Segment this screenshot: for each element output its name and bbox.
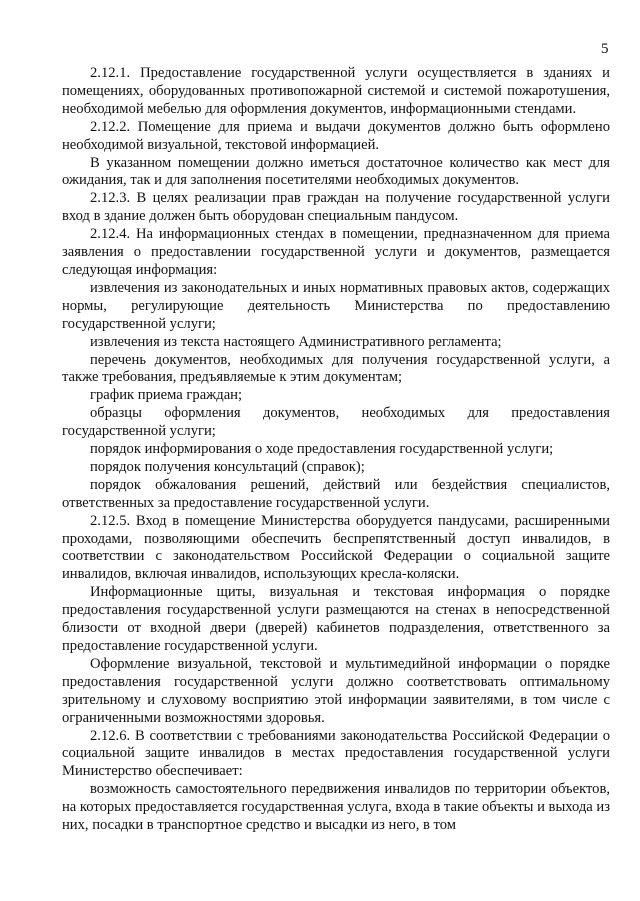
paragraph-2-12-5: 2.12.5. Вход в помещение Министерства оборудуется пандусами, расширенными проходами, позволяющими обеспечить беспрепятственный доступ инвалидов, в соответствии с законодательством Российской Федерации о социальной защите инвалидов, включая инвалидов, использующих кресла-коляски.	[62, 512, 610, 583]
paragraph-2-12-6: 2.12.6. В соответствии с требованиями законодательства Российской Федерации о социальной защите инвалидов в местах предоставления государственной услуги Министерство обеспечивает:	[62, 727, 610, 780]
list-item-legal-extracts: извлечения из законодательных и иных нормативных правовых актов, содержащих нормы, регулирующие деятельность Министерства по предоставлению государственной услуги;	[62, 279, 610, 332]
list-item-progress-info: порядок информирования о ходе предоставления государственной услуги;	[90, 441, 554, 458]
list-item-mobility: возможность самостоятельного передвижения инвалидов по территории объектов, на которых предоставляется государственная услуга, входа в такие объекты и выхода из них, посадки в транспортное средство и высадки из него, в том	[62, 781, 610, 834]
paragraph-2-12-1: 2.12.1. Предоставление государственной услуги осуществляется в зданиях и помещениях, оборудованных противопожарной системой и системой пожаротушения, необходимой мебелью для оформления документов, информационными стендами.	[62, 65, 610, 117]
list-item-document-list: перечень документов, необходимых для получения государственной услуги, а также требования, предъявляемые к этим документам;	[62, 351, 610, 386]
paragraph-multimedia-info: Оформление визуальной, текстовой и мультимедийной информации о порядке предоставления государственной услуги должно соответствовать оптимальному зрительному и слуховому восприятию этой информации заявителями, в том числе с ограниченными возможностями здоровья.	[62, 655, 610, 726]
document-body	[62, 65, 610, 835]
list-item-regulation-extracts: извлечения из текста настоящего Административного регламента;	[90, 333, 502, 350]
list-item-consultations: порядок получения консультаций (справок);	[90, 458, 365, 475]
paragraph-2-12-4: 2.12.4. На информационных стендах в помещении, предназначенном для приема заявления о предоставлении государственной услуги и документов, размещается следующая информация:	[62, 226, 610, 278]
list-item-schedule: график приема граждан;	[90, 387, 243, 404]
list-item-document-samples: образцы оформления документов, необходимых для предоставления государственной услуги;	[62, 405, 610, 440]
page-number: 5	[601, 41, 609, 57]
paragraph-waiting-places: В указанном помещении должно иметься достаточное количество как мест для ожидания, так и для заполнения посетителями необходимых документов.	[62, 154, 610, 189]
paragraph-2-12-3: 2.12.3. В целях реализации прав граждан на получение государственной услуги вход в здание должен быть оборудован специальным пандусом.	[62, 190, 610, 225]
list-item-appeals: порядок обжалования решений, действий или бездействия специалистов, ответственных за предоставление государственной услуги.	[62, 476, 610, 511]
paragraph-2-12-2: 2.12.2. Помещение для приема и выдачи документов должно быть оформлено необходимой визуальной, текстовой информацией.	[62, 118, 610, 153]
paragraph-info-boards: Информационные щиты, визуальная и текстовая информация о порядке предоставления государственной услуги размещаются на стенах в непосредственной близости от входной двери (дверей) кабинетов подразделения, ответственного за предоставление государственной услуги.	[62, 584, 610, 654]
